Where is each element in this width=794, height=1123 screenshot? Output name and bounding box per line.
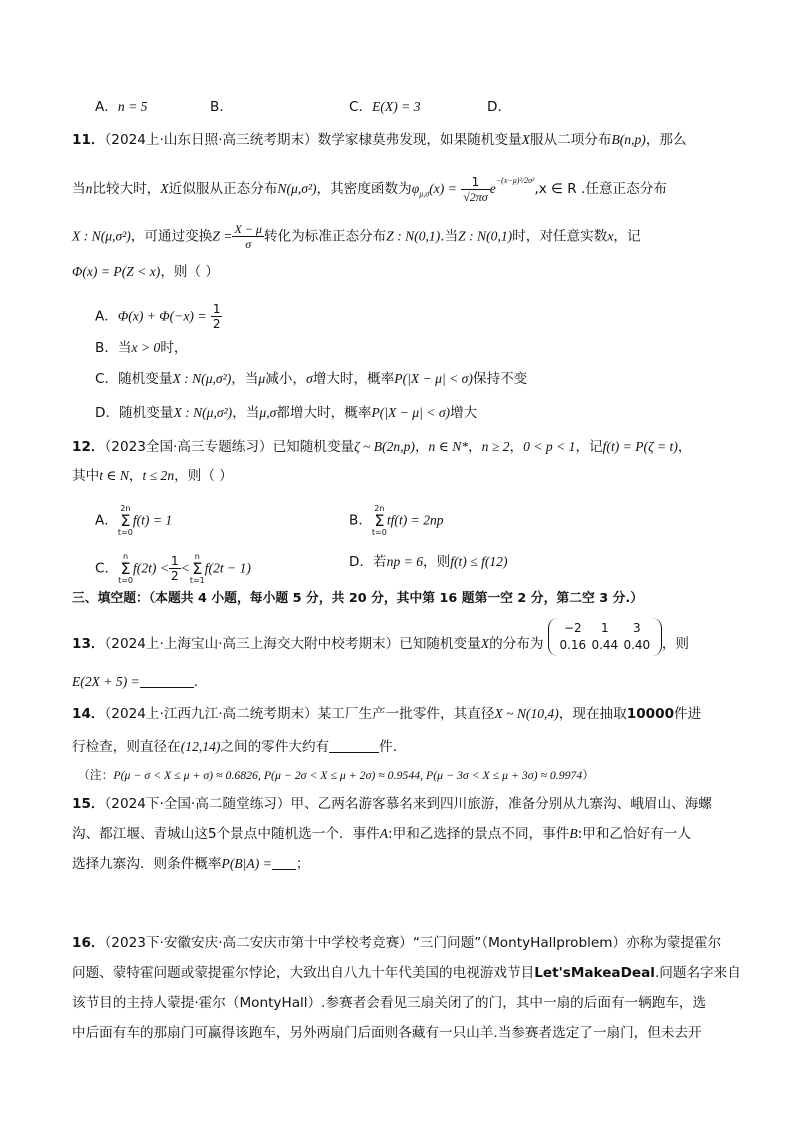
q11-option-c: C．随机变量X : N(μ,σ²)，当μ减小，σ增大时，概率P(|X − μ| < σ)保持不变: [95, 371, 528, 387]
q12-option-b: B．2n Σ t=0tf(t) = 2np: [349, 504, 444, 537]
q15-line1: 15．（2024下·全国·高二随堂练习）甲、乙两名游客慕名来到四川旅游，准备分别从九寨沟、峨眉山、海螺: [72, 796, 712, 812]
q13-distribution-table: −2 1 3 0.16 0.44 0.40: [548, 618, 662, 656]
q16-line4: 中后面有车的那扇门可赢得该跑车，另外两扇门后面则各藏有一只山羊.当参赛者选定了一扇门，但未去开: [72, 1025, 702, 1041]
q11-line2: 当n比较大时，X近似服从正态分布N(μ,σ²)，其密度函数为$\varphi_{\mu,\sigma}(x)$ = $\frac{1}{√2\pi\sigma}$ $e^{-(x-\mu)^2/2\sigma^2},x$ ∈ R .任意正态分布: [72, 174, 667, 204]
q14-line2: 行检查，则直径在(12,14)之间的零件大约有 件.: [72, 739, 398, 755]
q15-line2: 沟、都江堰、青城山这5个景点中随机选一个．事件A:甲和乙选择的景点不同，事件B:甲和乙恰好有一人: [72, 826, 691, 842]
q10-option-a: A．n = 5: [95, 99, 148, 115]
q11-line3: X : N(μ,σ²)，可通过变换Z = $\frac{X - \mu}{\sigma}$ 转化为标准正态分布Z : N(0,1).当Z : N(0,1)时，对任意实数x，记: [72, 222, 641, 251]
q16-line3: 该节目的主持人蒙提·霍尔（MontyHall）.参赛者会看见三扇关闭了的门，其中一扇的后面有一辆跑车，选: [72, 995, 707, 1011]
q11-line4: Φ(x) = P(Z < x)，则（ ）: [72, 264, 220, 280]
q13-line2: E(2X + 5) = .: [72, 674, 199, 690]
q16-line1: 16．（2023下·安徽安庆·高二安庆市第十中学校考竞赛）“三门问题”（MontyHallproblem）亦称为蒙提霍尔: [72, 935, 722, 951]
q16-line2: 问题、蒙特霍问题或蒙提霍尔悖论，大致出自八九十年代美国的电视游戏节目Let'sMakeaDeal.问题名字来自: [72, 965, 741, 981]
q15-answer-blank[interactable]: [272, 855, 296, 870]
q13-answer-blank[interactable]: [140, 673, 194, 688]
q14-answer-blank[interactable]: [329, 738, 379, 753]
q11-option-d: D．随机变量X : N(μ,σ²)，当μ,σ都增大时，概率P(|X − μ| < σ)增大: [95, 405, 478, 421]
q10-option-d: D．: [487, 99, 512, 115]
q11-line1: 11．（2024上·山东日照·高三统考期末）数学家棣莫弗发现，如果随机变量X服从二项分布B(n,p)，那么: [72, 132, 687, 148]
section-heading: 三、填空题：（本题共 4 小题，每小题 5 分，共 20 分，其中第 16 题第一空 2 分，第二空 3 分.）: [72, 591, 644, 606]
q11-option-a: A．Φ(x) + Φ(−x) = $\frac{1}{2}$: [95, 302, 221, 331]
q10-option-b: B．: [210, 99, 233, 115]
q12-option-d: D．若np = 6，则f(t) ≤ f(12): [349, 554, 508, 570]
q12-option-c: C．n Σ t=0f(2t) < $\frac{1}{2}$ <n Σ t=1f(2t − 1): [95, 552, 251, 585]
q14-note: （注：P(μ − σ < X ≤ μ + σ) ≈ 0.6826, P(μ − 2σ < X ≤ μ + 2σ) ≈ 0.9544, P(μ − 3σ < X ≤ μ + 3σ) ≈ 0.9974）: [78, 768, 595, 782]
q14-line1: 14．（2024上·江西九江·高二统考期末）某工厂生产一批零件，其直径X ~ N(10,4)，现在抽取10000件进: [72, 706, 702, 722]
q11-z-fraction: $\frac{X - \mu}{\sigma}$: [234, 222, 262, 251]
q11-density-fraction: $\frac{1}{√2\pi\sigma}$: [463, 174, 488, 204]
q15-line3: 选择九寨沟．则条件概率P(B|A) = ；: [72, 856, 310, 872]
q12-option-a: A．2n Σ t=0f(t) = 1: [95, 504, 173, 537]
q12-line1: 12．（2023全国·高三专题练习）已知随机变量ζ ~ B(2n,p)，n ∈ N*，n ≥ 2，0 < p < 1，记f(t) = P(ζ = t)，: [72, 439, 692, 455]
q10-option-c: C．E(X) = 3: [349, 99, 421, 115]
q12-line2: 其中t ∈ N，t ≤ 2n，则（ ）: [72, 468, 233, 484]
q13-line1: 13．（2024上·上海宝山·高三上海交大附中校考期末）已知随机变量X的分布为 −2 1 3 0.16 0.44 0.40 ，则: [72, 632, 689, 656]
q11-option-b: B．当x > 0时，: [95, 340, 188, 356]
